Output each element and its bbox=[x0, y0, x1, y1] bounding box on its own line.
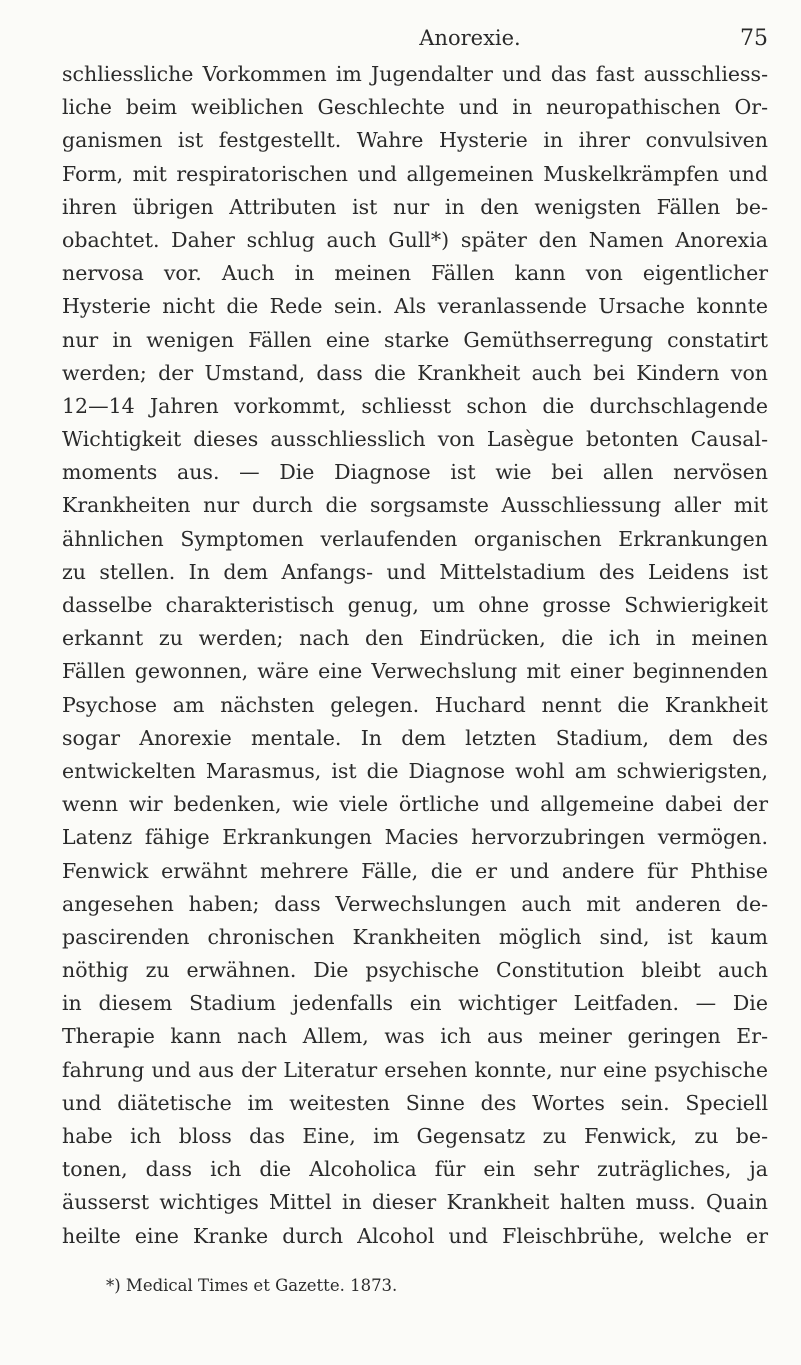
text-line: 12—14 Jahren vorkommt, schliesst schon die durchschlagende bbox=[62, 393, 768, 418]
text-line: wenn wir bedenken, wie viele örtliche und allgemeine dabei der bbox=[62, 792, 768, 817]
text-line: Psychose am nächsten gelegen. Huchard nennt die Krankheit bbox=[62, 692, 768, 717]
text-line: nöthig zu erwähnen. Die psychische Constitution bleibt auch bbox=[62, 958, 768, 983]
text-line: äusserst wichtiges Mittel in dieser Krankheit halten muss. Quain bbox=[62, 1190, 768, 1215]
text-line: nervosa vor. Auch in meinen Fällen kann von eigentlicher bbox=[62, 261, 768, 286]
text-line: ihren übrigen Attributen ist nur in den wenigsten Fällen be- bbox=[62, 194, 768, 219]
text-line: angesehen haben; dass Verwechslungen auch mit anderen de- bbox=[62, 891, 768, 916]
text-line: erkannt zu werden; nach den Eindrücken, die ich in meinen bbox=[62, 626, 768, 651]
text-line: Fenwick erwähnt mehrere Fälle, die er und andere für Phthise bbox=[62, 858, 768, 883]
text-line: werden; der Umstand, dass die Krankheit auch bei Kindern von bbox=[62, 360, 768, 385]
text-line: nur in wenigen Fällen eine starke Gemüthserregung constatirt bbox=[62, 327, 768, 352]
body-text bbox=[62, 58, 768, 1253]
footnote: *) Medical Times et Gazette. 1873. bbox=[106, 1276, 398, 1295]
text-line: Hysterie nicht die Rede sein. Als veranlassende Ursache konnte bbox=[62, 294, 768, 319]
text-line: Wichtigkeit dieses ausschliesslich von Lasègue betonten Causal- bbox=[62, 427, 768, 452]
running-head bbox=[62, 20, 768, 56]
text-line: Krankheiten nur durch die sorgsamste Ausschliessung aller mit bbox=[62, 493, 768, 518]
page-number: 75 bbox=[740, 26, 768, 51]
text-line: ganismen ist festgestellt. Wahre Hysterie in ihrer convulsiven bbox=[62, 128, 768, 153]
text-line: tonen, dass ich die Alcoholica für ein sehr zuträgliches, ja bbox=[62, 1157, 768, 1182]
text-line: habe ich bloss das Eine, im Gegensatz zu Fenwick, zu be- bbox=[62, 1124, 768, 1148]
text-line: heilte eine Kranke durch Alcohol und Fleischbrühe, welche er bbox=[62, 1223, 768, 1248]
text-line: in diesem Stadium jedenfalls ein wichtiger Leitfaden. — Die bbox=[62, 991, 768, 1016]
text-line: obachtet. Daher schlug auch Gull*) später den Namen Anorexia bbox=[62, 227, 768, 252]
text-line: sogar Anorexie mentale. In dem letzten Stadium, dem des bbox=[62, 725, 768, 750]
text-line: dasselbe charakteristisch genug, um ohne grosse Schwierigkeit bbox=[62, 593, 768, 617]
text-line: moments aus. — Die Diagnose ist wie bei allen nervösen bbox=[62, 460, 768, 485]
text-line: zu stellen. In dem Anfangs- und Mittelstadium des Leidens ist bbox=[62, 559, 768, 584]
text-line: Fällen gewonnen, wäre eine Verwechslung mit einer beginnenden bbox=[62, 659, 768, 684]
text-line: fahrung und aus der Literatur ersehen konnte, nur eine psychische bbox=[62, 1057, 768, 1082]
text-line: pascirenden chronischen Krankheiten möglich sind, ist kaum bbox=[62, 924, 768, 949]
text-line: Latenz fähige Erkrankungen Macies hervorzubringen vermögen. bbox=[62, 825, 768, 850]
text-line: Therapie kann nach Allem, was ich aus meiner geringen Er- bbox=[62, 1024, 768, 1049]
text-line: liche beim weiblichen Geschlechte und in neuropathischen Or- bbox=[62, 95, 768, 120]
text-line: und diätetische im weitesten Sinne des Wortes sein. Speciell bbox=[62, 1090, 768, 1115]
text-line: entwickelten Marasmus, ist die Diagnose wohl am schwierigsten, bbox=[62, 758, 768, 783]
running-head-title: Anorexie. bbox=[419, 26, 521, 50]
text-line: schliessliche Vorkommen im Jugendalter und das fast ausschliess- bbox=[62, 62, 768, 86]
text-line: Form, mit respiratorischen und allgemeinen Muskelkrämpfen und bbox=[62, 161, 768, 186]
text-line: ähnlichen Symptomen verlaufenden organischen Erkrankungen bbox=[62, 526, 768, 551]
